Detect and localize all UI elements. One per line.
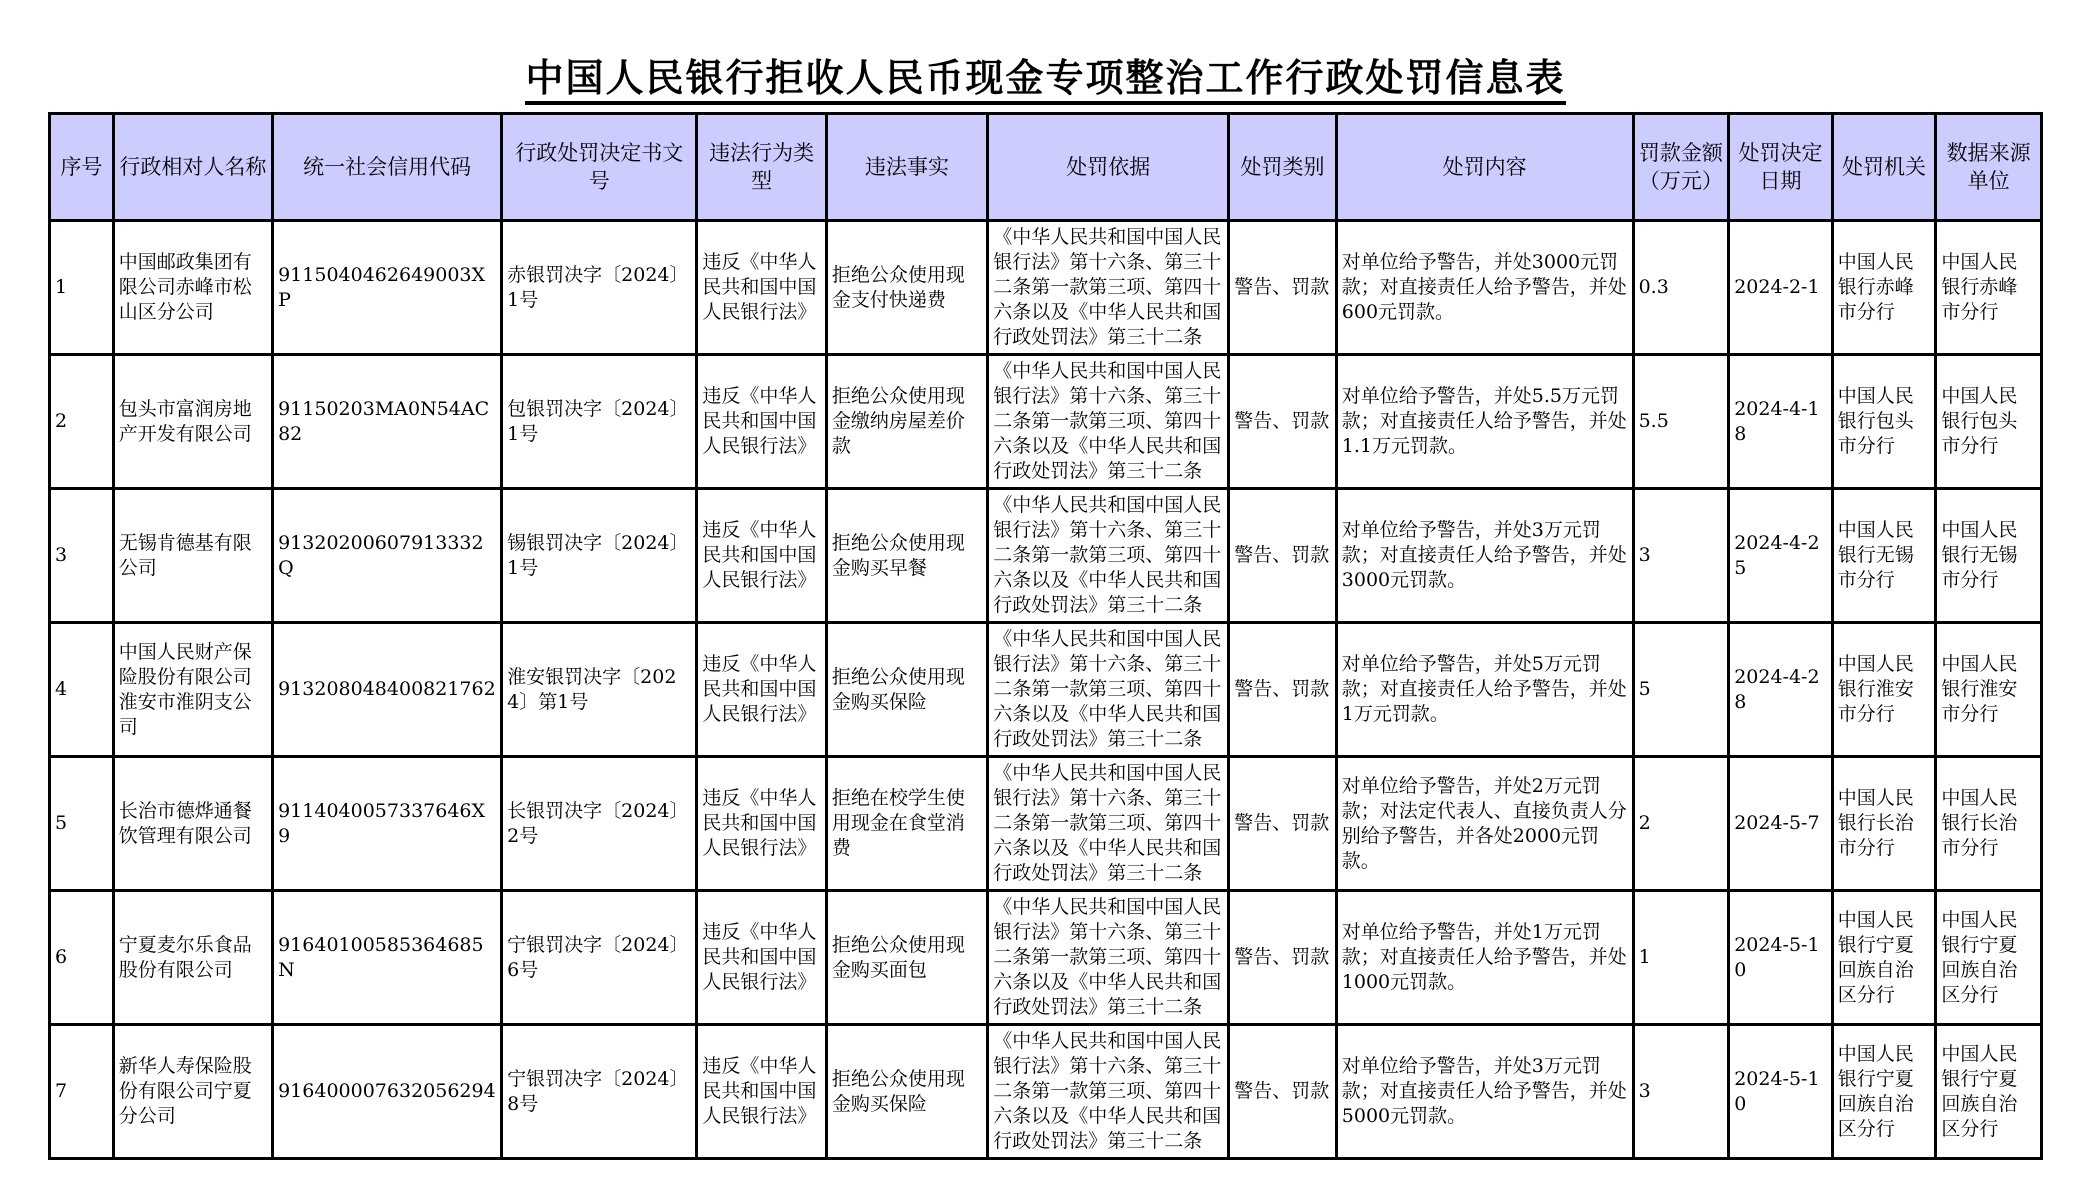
cell-violation-type: 违反《中华人民共和国中国人民银行法》	[697, 489, 826, 623]
cell-decision-date: 2024-5-10	[1729, 1025, 1833, 1159]
cell-penalty-content: 对单位给予警告，并处3万元罚款；对直接责任人给予警告，并处5000元罚款。	[1336, 1025, 1633, 1159]
table-row	[50, 355, 2042, 489]
cell-violation-fact: 拒绝公众使用现金购买面包	[826, 891, 987, 1025]
cell-party-name: 中国人民财产保险股份有限公司淮安市淮阴支公司	[113, 623, 272, 757]
table-header-row	[50, 114, 2042, 221]
column-header-penalty-content: 处罚内容	[1336, 114, 1633, 221]
cell-credit-code: 91640100585364685N	[273, 891, 502, 1025]
cell-penalty-authority: 中国人民银行宁夏回族自治区分行	[1832, 1025, 1936, 1159]
column-header-index: 序号	[50, 114, 114, 221]
cell-decision-doc-no: 宁银罚决字〔2024〕6号	[502, 891, 697, 1025]
cell-penalty-basis: 《中华人民共和国中国人民银行法》第十六条、第三十二条第一款第三项、第四十六条以及《中华人民共和国行政处罚法》第三十二条	[988, 1025, 1229, 1159]
cell-data-source: 中国人民银行长治市分行	[1936, 757, 2042, 891]
cell-party-name: 包头市富润房地产开发有限公司	[113, 355, 272, 489]
cell-decision-doc-no: 包银罚决字〔2024〕1号	[502, 355, 697, 489]
cell-decision-date: 2024-5-10	[1729, 891, 1833, 1025]
cell-fine-amount: 3	[1633, 489, 1729, 623]
cell-data-source: 中国人民银行赤峰市分行	[1936, 221, 2042, 355]
cell-violation-fact: 拒绝公众使用现金支付快递费	[826, 221, 987, 355]
cell-decision-date: 2024-5-7	[1729, 757, 1833, 891]
cell-penalty-basis: 《中华人民共和国中国人民银行法》第十六条、第三十二条第一款第三项、第四十六条以及《中华人民共和国行政处罚法》第三十二条	[988, 355, 1229, 489]
cell-credit-code: 913208048400821762	[273, 623, 502, 757]
cell-data-source: 中国人民银行宁夏回族自治区分行	[1936, 1025, 2042, 1159]
cell-penalty-basis: 《中华人民共和国中国人民银行法》第十六条、第三十二条第一款第三项、第四十六条以及《中华人民共和国行政处罚法》第三十二条	[988, 891, 1229, 1025]
cell-fine-amount: 2	[1633, 757, 1729, 891]
cell-violation-type: 违反《中华人民共和国中国人民银行法》	[697, 1025, 826, 1159]
cell-credit-code: 91320200607913332Q	[273, 489, 502, 623]
cell-penalty-authority: 中国人民银行宁夏回族自治区分行	[1832, 891, 1936, 1025]
cell-penalty-category: 警告、罚款	[1229, 221, 1337, 355]
cell-penalty-basis: 《中华人民共和国中国人民银行法》第十六条、第三十二条第一款第三项、第四十六条以及《中华人民共和国行政处罚法》第三十二条	[988, 623, 1229, 757]
cell-decision-doc-no: 赤银罚决字〔2024〕1号	[502, 221, 697, 355]
cell-fine-amount: 5.5	[1633, 355, 1729, 489]
cell-index: 1	[50, 221, 114, 355]
cell-party-name: 中国邮政集团有限公司赤峰市松山区分公司	[113, 221, 272, 355]
cell-data-source: 中国人民银行包头市分行	[1936, 355, 2042, 489]
column-header-fine-amount: 罚款金额（万元）	[1633, 114, 1729, 221]
cell-penalty-category: 警告、罚款	[1229, 1025, 1337, 1159]
cell-penalty-content: 对单位给予警告，并处1万元罚款；对直接责任人给予警告，并处1000元罚款。	[1336, 891, 1633, 1025]
cell-party-name: 宁夏麦尔乐食品股份有限公司	[113, 891, 272, 1025]
cell-decision-doc-no: 锡银罚决字〔2024〕1号	[502, 489, 697, 623]
column-header-violation-fact: 违法事实	[826, 114, 987, 221]
cell-violation-type: 违反《中华人民共和国中国人民银行法》	[697, 757, 826, 891]
table-row	[50, 221, 2042, 355]
cell-fine-amount: 1	[1633, 891, 1729, 1025]
table-row	[50, 1025, 2042, 1159]
cell-fine-amount: 0.3	[1633, 221, 1729, 355]
cell-decision-doc-no: 淮安银罚决字〔2024〕第1号	[502, 623, 697, 757]
cell-violation-fact: 拒绝在校学生使用现金在食堂消费	[826, 757, 987, 891]
cell-penalty-category: 警告、罚款	[1229, 623, 1337, 757]
cell-decision-date: 2024-4-28	[1729, 623, 1833, 757]
cell-violation-fact: 拒绝公众使用现金购买早餐	[826, 489, 987, 623]
cell-penalty-category: 警告、罚款	[1229, 757, 1337, 891]
cell-index: 2	[50, 355, 114, 489]
cell-decision-date: 2024-4-18	[1729, 355, 1833, 489]
cell-decision-doc-no: 长银罚决字〔2024〕2号	[502, 757, 697, 891]
cell-penalty-basis: 《中华人民共和国中国人民银行法》第十六条、第三十二条第一款第三项、第四十六条以及《中华人民共和国行政处罚法》第三十二条	[988, 489, 1229, 623]
cell-penalty-category: 警告、罚款	[1229, 489, 1337, 623]
cell-penalty-authority: 中国人民银行包头市分行	[1832, 355, 1936, 489]
cell-violation-fact: 拒绝公众使用现金缴纳房屋差价款	[826, 355, 987, 489]
cell-decision-date: 2024-2-1	[1729, 221, 1833, 355]
page-title: 中国人民银行拒收人民币现金专项整治工作行政处罚信息表	[525, 56, 1565, 105]
column-header-data-source: 数据来源单位	[1936, 114, 2042, 221]
column-header-credit-code: 统一社会信用代码	[273, 114, 502, 221]
column-header-penalty-authority: 处罚机关	[1832, 114, 1936, 221]
cell-fine-amount: 5	[1633, 623, 1729, 757]
cell-party-name: 无锡肯德基有限公司	[113, 489, 272, 623]
cell-decision-doc-no: 宁银罚决字〔2024〕8号	[502, 1025, 697, 1159]
cell-penalty-basis: 《中华人民共和国中国人民银行法》第十六条、第三十二条第一款第三项、第四十六条以及《中华人民共和国行政处罚法》第三十二条	[988, 757, 1229, 891]
cell-violation-type: 违反《中华人民共和国中国人民银行法》	[697, 623, 826, 757]
cell-index: 4	[50, 623, 114, 757]
page-title-wrap	[48, 56, 2043, 105]
cell-penalty-authority: 中国人民银行无锡市分行	[1832, 489, 1936, 623]
cell-party-name: 新华人寿保险股份有限公司宁夏分公司	[113, 1025, 272, 1159]
cell-data-source: 中国人民银行宁夏回族自治区分行	[1936, 891, 2042, 1025]
column-header-decision-doc-no: 行政处罚决定书文号	[502, 114, 697, 221]
cell-penalty-content: 对单位给予警告，并处3000元罚款；对直接责任人给予警告，并处600元罚款。	[1336, 221, 1633, 355]
cell-credit-code: 91150203MA0N54AC82	[273, 355, 502, 489]
table-row	[50, 489, 2042, 623]
column-header-party-name: 行政相对人名称	[113, 114, 272, 221]
table-row	[50, 757, 2042, 891]
cell-penalty-authority: 中国人民银行长治市分行	[1832, 757, 1936, 891]
cell-penalty-category: 警告、罚款	[1229, 355, 1337, 489]
cell-index: 7	[50, 1025, 114, 1159]
cell-penalty-content: 对单位给予警告，并处2万元罚款；对法定代表人、直接负责人分别给予警告，并各处2000元罚款。	[1336, 757, 1633, 891]
column-header-violation-type: 违法行为类型	[697, 114, 826, 221]
cell-data-source: 中国人民银行无锡市分行	[1936, 489, 2042, 623]
cell-credit-code: 916400007632056294	[273, 1025, 502, 1159]
cell-penalty-content: 对单位给予警告，并处5万元罚款；对直接责任人给予警告，并处1万元罚款。	[1336, 623, 1633, 757]
cell-index: 6	[50, 891, 114, 1025]
column-header-penalty-basis: 处罚依据	[988, 114, 1229, 221]
cell-credit-code: 9114040057337646X9	[273, 757, 502, 891]
column-header-penalty-category: 处罚类别	[1229, 114, 1337, 221]
cell-decision-date: 2024-4-25	[1729, 489, 1833, 623]
penalty-table	[48, 112, 2043, 1160]
cell-index: 3	[50, 489, 114, 623]
column-header-decision-date: 处罚决定日期	[1729, 114, 1833, 221]
cell-penalty-content: 对单位给予警告，并处3万元罚款；对直接责任人给予警告，并处3000元罚款。	[1336, 489, 1633, 623]
table-row	[50, 623, 2042, 757]
cell-penalty-basis: 《中华人民共和国中国人民银行法》第十六条、第三十二条第一款第三项、第四十六条以及《中华人民共和国行政处罚法》第三十二条	[988, 221, 1229, 355]
cell-penalty-content: 对单位给予警告，并处5.5万元罚款；对直接责任人给予警告，并处1.1万元罚款。	[1336, 355, 1633, 489]
cell-credit-code: 9115040462649003XP	[273, 221, 502, 355]
cell-violation-fact: 拒绝公众使用现金购买保险	[826, 623, 987, 757]
cell-penalty-authority: 中国人民银行淮安市分行	[1832, 623, 1936, 757]
cell-index: 5	[50, 757, 114, 891]
cell-fine-amount: 3	[1633, 1025, 1729, 1159]
cell-violation-type: 违反《中华人民共和国中国人民银行法》	[697, 221, 826, 355]
table-body	[50, 221, 2042, 1159]
cell-violation-type: 违反《中华人民共和国中国人民银行法》	[697, 891, 826, 1025]
table-row	[50, 891, 2042, 1025]
cell-penalty-authority: 中国人民银行赤峰市分行	[1832, 221, 1936, 355]
cell-violation-fact: 拒绝公众使用现金购买保险	[826, 1025, 987, 1159]
cell-party-name: 长治市德烨通餐饮管理有限公司	[113, 757, 272, 891]
cell-data-source: 中国人民银行淮安市分行	[1936, 623, 2042, 757]
table-header	[50, 114, 2042, 221]
cell-penalty-category: 警告、罚款	[1229, 891, 1337, 1025]
cell-violation-type: 违反《中华人民共和国中国人民银行法》	[697, 355, 826, 489]
